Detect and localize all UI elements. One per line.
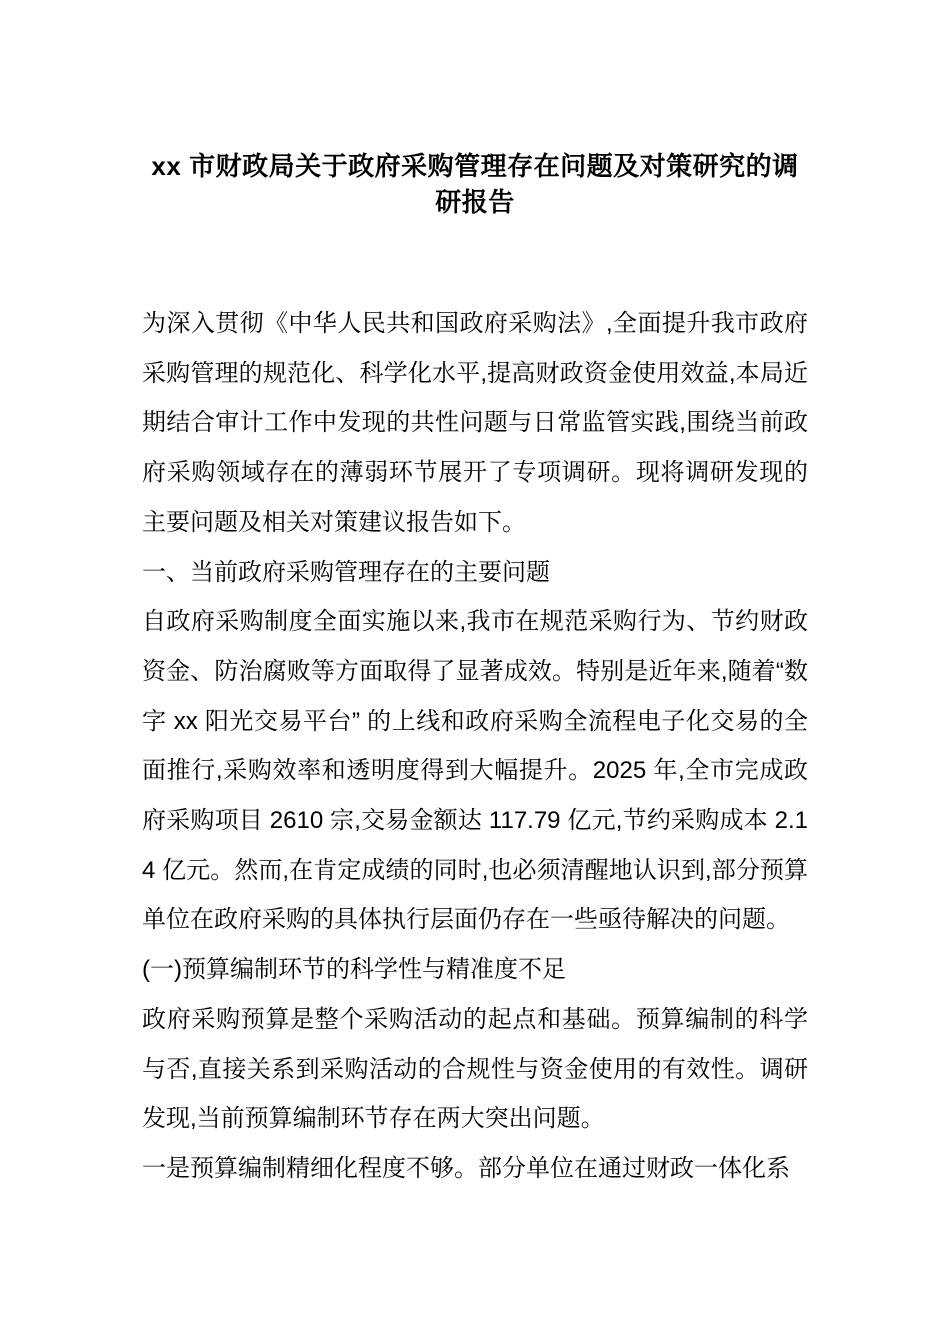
paragraph-intro: 为深入贯彻《中华人民共和国政府采购法》,全面提升我市政府采购管理的规范化、科学化水平,提高财政资金使用效益,本局近期结合审计工作中发现的共性问题与日常监管实践,围绕当前政府采购领域存在的薄弱环节展开了专项调研。现将调研发现的主要问题及相关对策建议报告如下。 <box>142 310 808 536</box>
document-content <box>142 0 808 1194</box>
paragraph-budget-detail-truncated: 一是预算编制精细化程度不够。部分单位在通过财政一体化系 <box>142 1154 790 1182</box>
document-title: xx 市财政局关于政府采购管理存在问题及对策研究的调研报告 <box>151 151 799 217</box>
document-body <box>142 299 808 1194</box>
heading-subsection-1: (一)预算编制环节的科学性与精准度不足 <box>142 956 566 984</box>
heading-section-1: 一、当前政府采购管理存在的主要问题 <box>142 558 550 586</box>
paragraph-budget-basis: 政府采购预算是整个采购活动的起点和基础。预算编制的科学与否,直接关系到采购活动的合规性与资金使用的有效性。调研发现,当前预算编制环节存在两大突出问题。 <box>142 1005 808 1133</box>
paragraph-achievements: 自政府采购制度全面实施以来,我市在规范采购行为、节约财政资金、防治腐败等方面取得了显著成效。特别是近年来,随着“数字 xx 阳光交易平台” 的上线和政府采购全流程电子化交易的全面推行,采购效率和透明度得到大幅提升。2025 年,全市完成政府采购项目 2610 宗,交易金额达 117.79 亿元,节约采购成本 2.14 亿元。然而,在肯定成绩的同时,也必须清醒地认识到,部分预算单位在政府采购的具体执行层面仍存在一些亟待解决的问题。 <box>142 608 808 934</box>
